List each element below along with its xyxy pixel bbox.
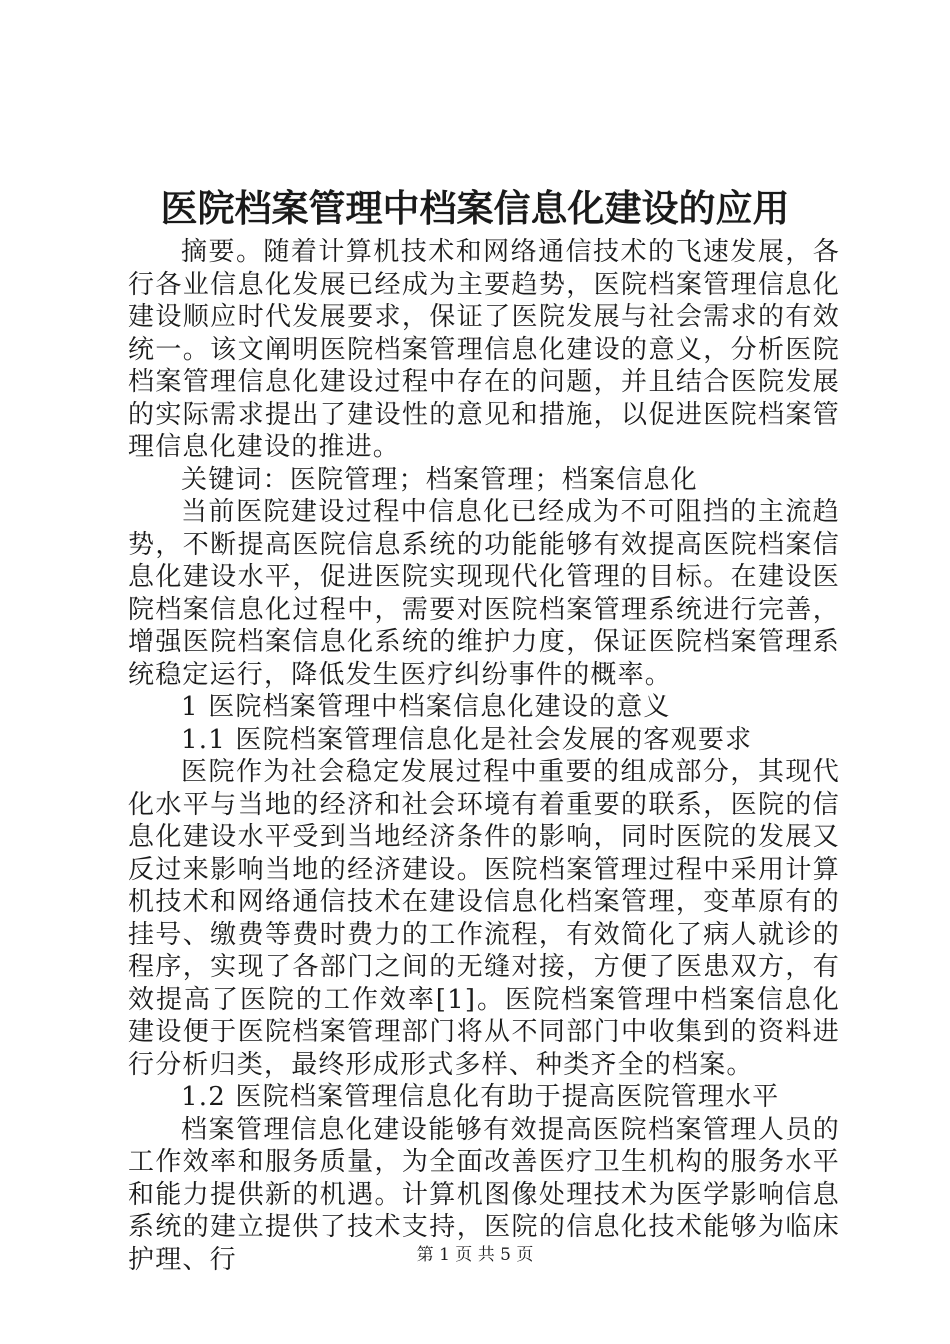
abstract-paragraph: 摘要。随着计算机技术和网络通信技术的飞速发展，各行各业信息化发展已经成为主要趋势，医院档案管理信息化建设顺应时代发展要求，保证了医院发展与社会需求的有效统一。该文阐明医院档案管理信息化建设的意义，分析医院档案管理信息化建设过程中存在的问题，并且结合医院发展的实际需求提出了建设性的意见和措施，以促进医院档案管理信息化建设的推进。	[128, 237, 840, 462]
document-title: 医院档案管理中档案信息化建设的应用	[160, 186, 790, 230]
subsection-heading-1-2: 1.2 医院档案管理信息化有助于提高医院管理水平	[181, 1082, 780, 1112]
keywords-paragraph: 关键词：医院管理；档案管理；档案信息化	[181, 464, 698, 495]
document-body	[128, 236, 840, 1276]
page-footer: 第 1 页 共 5 页	[416, 1245, 534, 1265]
body-paragraph: 医院作为社会稳定发展过程中重要的组成部分，其现代化水平与当地的经济和社会环境有着重要的联系，医院的信息化建设水平受到当地经济条件的影响，同时医院的发展又反过来影响当地的经济建设。医院档案管理过程中采用计算机技术和网络通信技术在建设信息化档案管理，变革原有的挂号、缴费等费时费力的工作流程，有效简化了病人就诊的程序，实现了各部门之间的无缝对接，方便了医患双方，有效提高了医院的工作效率[1]。医院档案管理中档案信息化建设便于医院档案管理部门将从不同部门中收集到的资料进行分析归类，最终形成形式多样、种类齐全的档案。	[128, 757, 840, 1080]
section-heading-1: 1 医院档案管理中档案信息化建设的意义	[181, 692, 671, 722]
body-paragraph: 档案管理信息化建设能够有效提高医院档案管理人员的工作效率和服务质量，为全面改善医疗卫生机构的服务水平和能力提供新的机遇。计算机图像处理技术为医学影响信息系统的建立提供了技术支持，医院的信息化技术能够为临床护理、行	[128, 1114, 840, 1275]
subsection-heading-1-1: 1.1 医院档案管理信息化是社会发展的客观要求	[181, 724, 753, 755]
intro-paragraph: 当前医院建设过程中信息化已经成为不可阻挡的主流趋势，不断提高医院信息系统的功能能够有效提高医院档案信息化建设水平，促进医院实现现代化管理的目标。在建设医院档案信息化过程中，需要对医院档案管理系统进行完善，增强医院档案信息化系统的维护力度，保证医院档案管理系统稳定运行，降低发生医疗纠纷事件的概率。	[128, 497, 840, 690]
